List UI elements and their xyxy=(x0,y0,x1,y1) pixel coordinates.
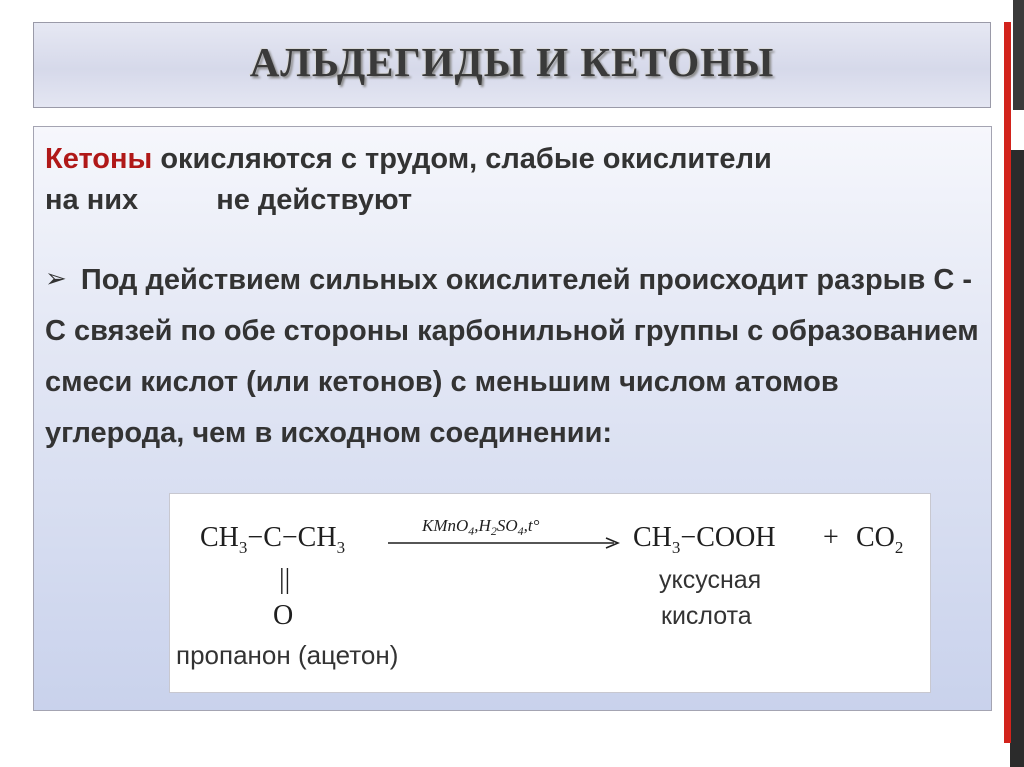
bullet-paragraph xyxy=(45,255,980,459)
reactant-formula: $CH_3-C-CH_3$ xyxy=(200,522,346,557)
highlight-word: Кетоны xyxy=(45,143,153,175)
plus-sign: + xyxy=(823,522,839,553)
slide-title: АЛЬДЕГИДЫ И КЕТОНЫ xyxy=(249,39,775,85)
oxygen-atom: O xyxy=(273,600,294,631)
product-name-line1: уксусная xyxy=(659,566,762,594)
intro-line1: окисляются с трудом, слабые окислители xyxy=(152,143,772,175)
reaction-conditions: $KMnO_4,H_2SO_4,t^\circ$ xyxy=(422,516,540,538)
intro-line2b: не действуют xyxy=(216,184,413,216)
intro-paragraph xyxy=(45,139,975,221)
bullet-text: Под действием сильных окислителей происходит разрыв С - С связей по обе стороны карбонильной группы с образованием смеси кислот (или кетонов) с меньшим числом атомов углерода, чем в исходном соединении: xyxy=(45,264,979,449)
intro-line2a: на них xyxy=(45,184,139,216)
decor-red-strip xyxy=(1004,22,1011,743)
content-box xyxy=(33,126,992,711)
product-name-line2: кислота xyxy=(661,602,752,630)
equation-box xyxy=(169,493,931,693)
product-acetic-acid: $CH_3-COOH$ xyxy=(633,522,776,557)
title-box xyxy=(33,22,991,108)
double-bond: || xyxy=(279,564,291,595)
reactant-name: пропанон (ацетон) xyxy=(176,640,399,670)
arrow-bullet-icon: ➢ xyxy=(45,263,67,293)
decor-dark-strip xyxy=(1010,150,1024,767)
decor-dark-strip-top xyxy=(1013,0,1024,110)
product-co2: $CO_2$ xyxy=(856,522,904,557)
reaction-arrow-icon xyxy=(388,537,620,549)
